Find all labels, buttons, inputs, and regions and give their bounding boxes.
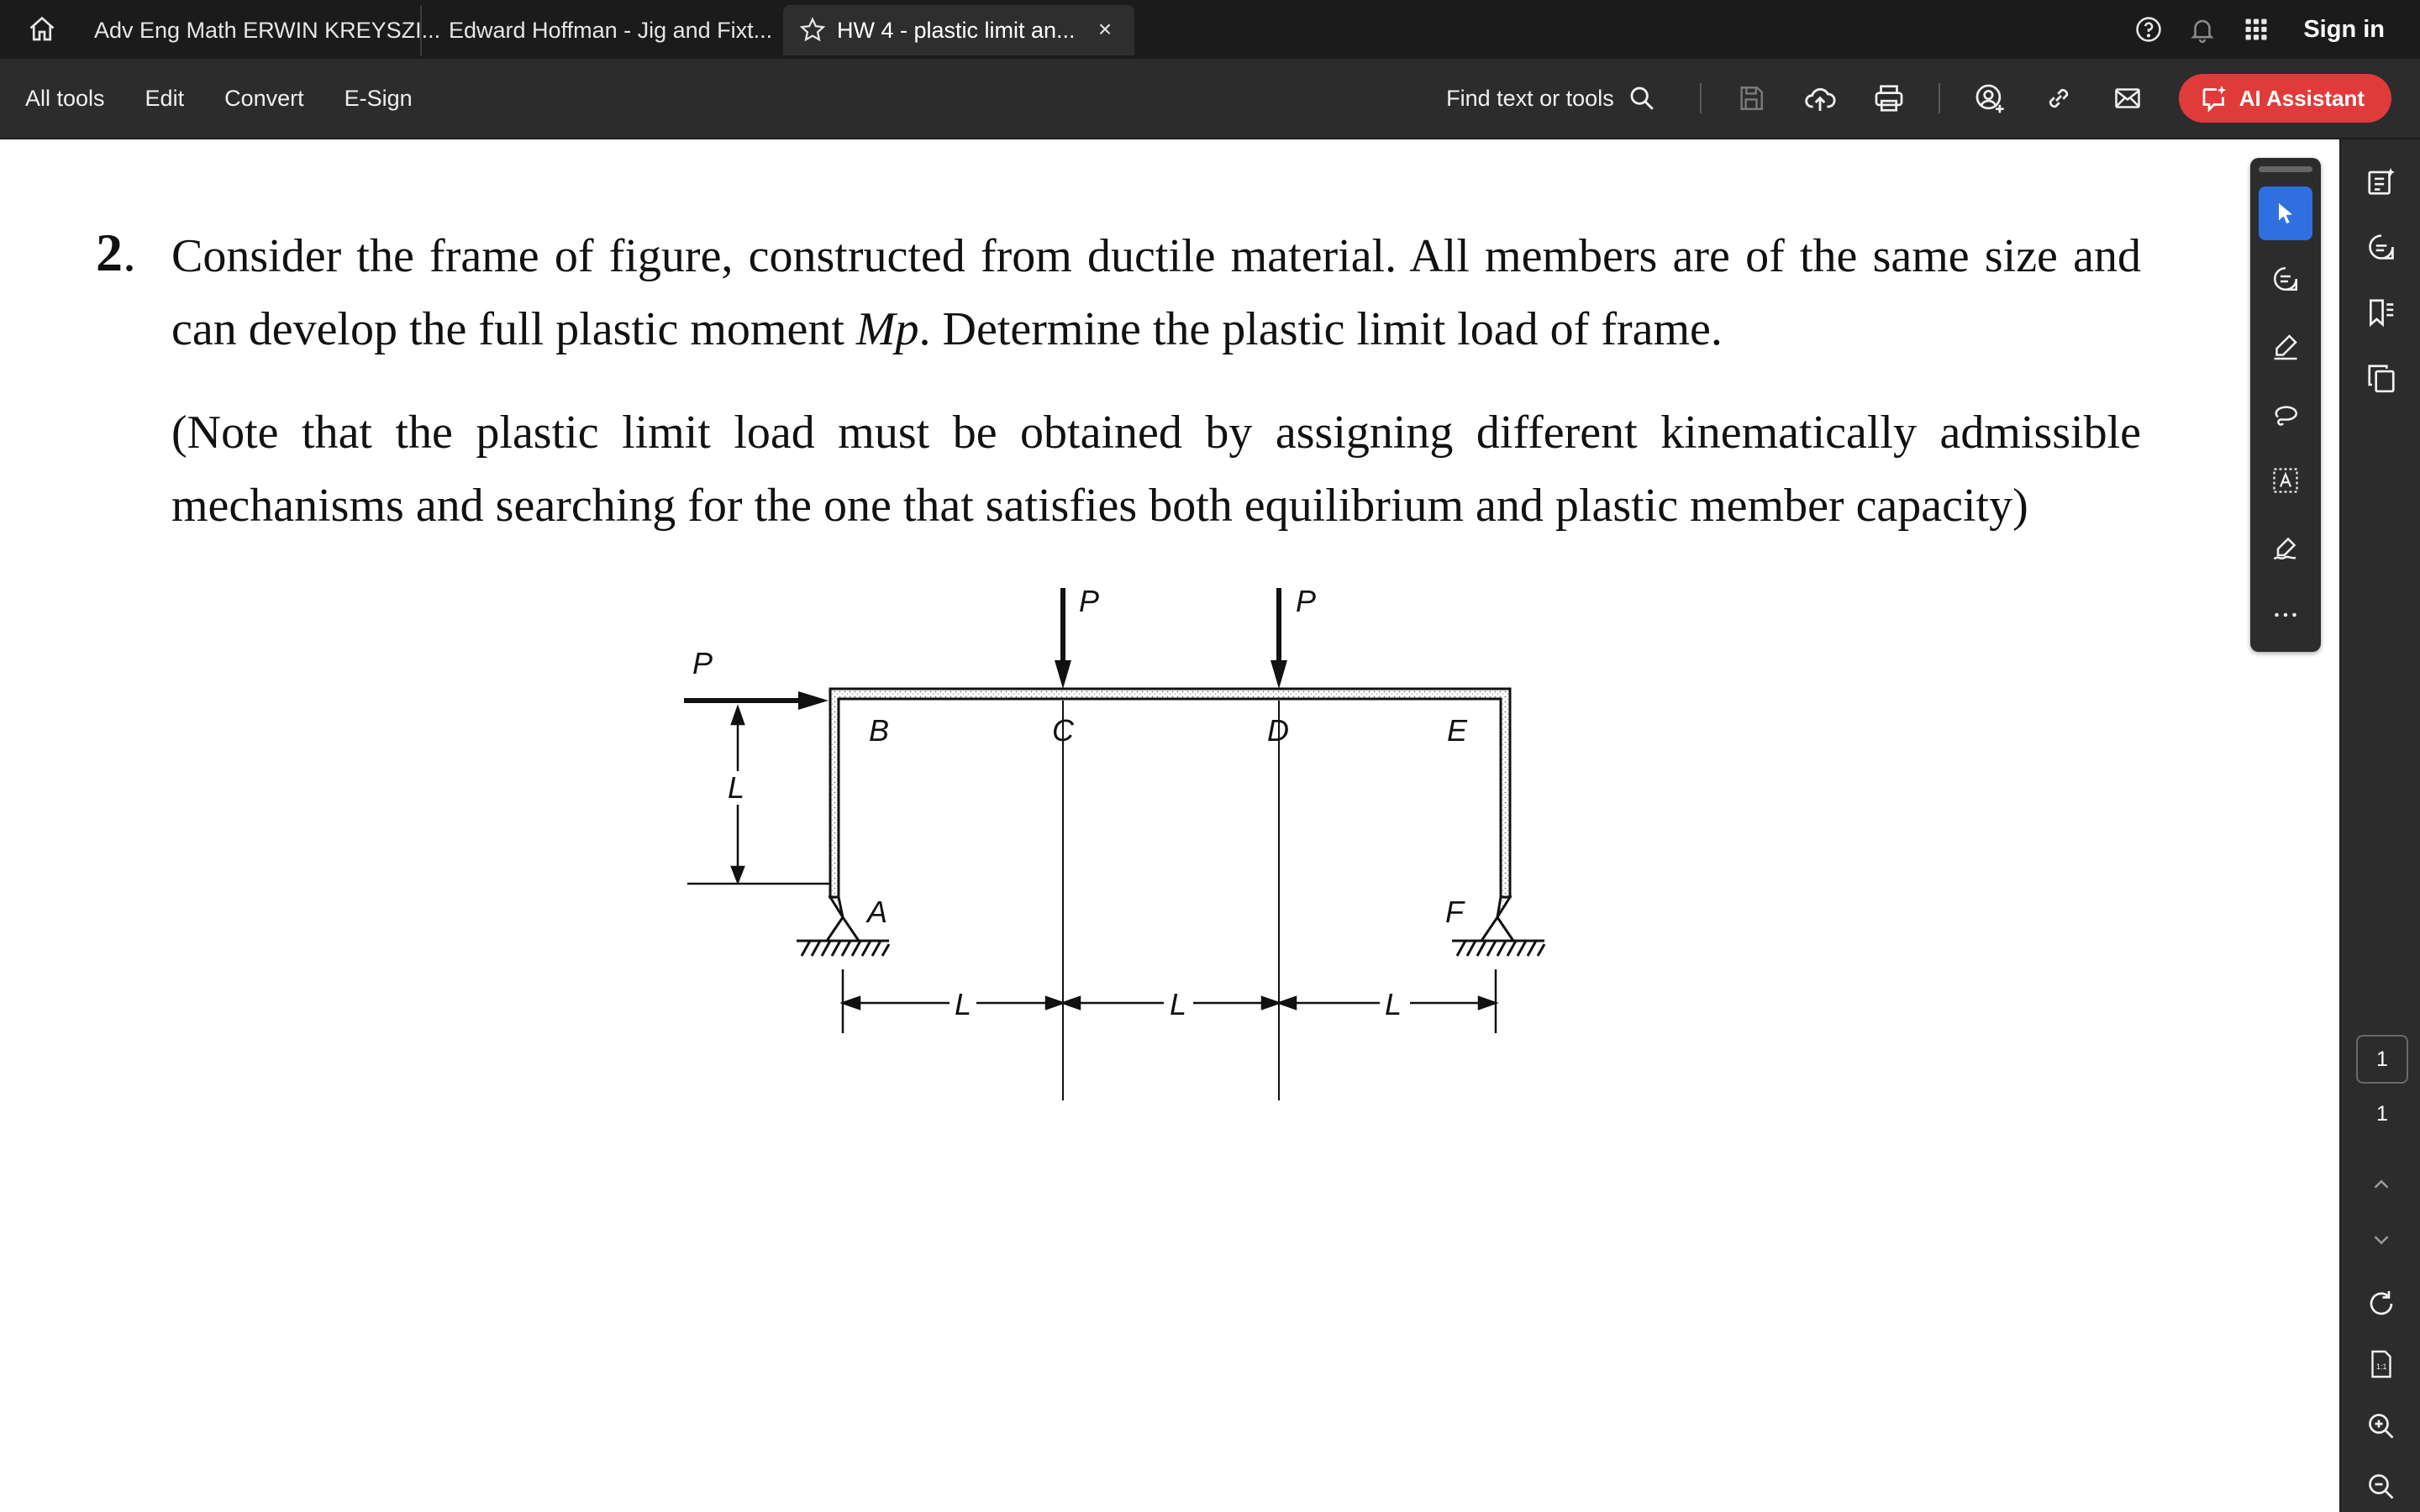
load-label-horizontal: P [692, 646, 713, 680]
find-text-or-tools[interactable] [1446, 84, 1656, 113]
copy-link-button[interactable] [2038, 77, 2080, 119]
save-icon [1737, 84, 1765, 113]
toolbar-divider [1939, 83, 1940, 113]
comment-tool-button[interactable] [2259, 252, 2312, 306]
zoom-out-button[interactable] [2360, 1465, 2403, 1509]
question-number-value: 2 [96, 223, 123, 282]
text-select-tool-button[interactable] [2259, 454, 2312, 507]
ai-assistant-button[interactable] [2179, 74, 2391, 123]
document-page[interactable] [0, 139, 2339, 1512]
tab-hw4-active[interactable] [783, 5, 1134, 55]
find-label: Find text or tools [1446, 85, 1614, 111]
refresh-icon [2366, 1289, 2396, 1319]
refresh-button[interactable] [2360, 1282, 2403, 1326]
tab-adv-eng-math[interactable] [69, 5, 441, 55]
question-text-part-1: Consider the frame of figure, constructed from ductile material. All members are of the same size and can develop the full plastic moment [171, 230, 2141, 355]
column-base-left [830, 897, 843, 917]
home-icon [27, 14, 57, 45]
pen-icon [2270, 331, 2301, 361]
mail-icon [2112, 83, 2143, 113]
load-arrow-horizontal [684, 691, 829, 710]
summary-icon [2365, 165, 2397, 197]
share-user-button[interactable] [1969, 77, 2011, 119]
svg-text:1:1: 1:1 [2376, 1362, 2387, 1371]
node-label-a: A [867, 895, 888, 929]
node-label-b: B [869, 713, 890, 748]
text-box-icon [2270, 465, 2301, 496]
question-note: (Note that the plastic limit load must be obtained by assigning different kinematically admissible mechanisms and searching for the one that satisfies both equilibrium and plastic member capacity) [171, 407, 2141, 532]
sign-in-button[interactable]: Sign in [2303, 15, 2385, 43]
fit-page-button[interactable] [2360, 1342, 2403, 1386]
main-toolbar [0, 59, 2420, 139]
link-icon [2044, 83, 2074, 113]
node-label-e: E [1447, 713, 1468, 748]
tab-label: Adv Eng Math ERWIN KREYSZI... [94, 17, 441, 43]
home-button[interactable] [18, 11, 66, 48]
select-tool-button[interactable] [2259, 186, 2312, 240]
apps-grid-icon [2244, 17, 2269, 42]
save-button[interactable] [1730, 77, 1772, 119]
page-total: 1 [2376, 1102, 2388, 1126]
pin-support-f [1452, 917, 1544, 956]
drag-handle[interactable] [2259, 166, 2312, 172]
question-text-part-2: . Determine the plastic limit load of frame. [918, 303, 1723, 355]
cursor-icon [2272, 200, 2299, 227]
help-button[interactable] [2130, 11, 2167, 48]
question-text [171, 220, 2141, 366]
star-icon[interactable] [798, 16, 827, 45]
previous-page-button[interactable] [2360, 1163, 2403, 1206]
height-dimension [687, 707, 830, 884]
print-icon [1873, 82, 1905, 114]
menu-bar [25, 59, 453, 138]
tab-jig-and-fixture[interactable] [424, 5, 776, 55]
next-page-button[interactable] [2360, 1218, 2403, 1262]
lasso-icon [2270, 398, 2301, 428]
comments-panel-button[interactable] [2360, 225, 2403, 269]
title-bar [0, 0, 2420, 59]
chevron-down-icon [2369, 1227, 2394, 1252]
comment-icon [2270, 264, 2301, 294]
generative-summary-button[interactable] [2360, 160, 2403, 203]
signature-pen-icon [2270, 533, 2301, 563]
column-base-right [1497, 897, 1510, 917]
load-arrow-c [1055, 588, 1071, 689]
more-icon [2270, 600, 2301, 630]
comments-icon [2365, 231, 2397, 263]
print-button[interactable] [1868, 77, 1910, 119]
bookmark-icon [2365, 297, 2397, 328]
load-label-d: P [1296, 584, 1317, 618]
frame-figure [672, 584, 1597, 1134]
bookmarks-panel-button[interactable] [2360, 291, 2403, 334]
zoom-out-icon [2366, 1472, 2396, 1502]
chevron-up-icon [2369, 1172, 2394, 1197]
menu-edit[interactable]: Edit [145, 85, 185, 111]
highlight-tool-button[interactable] [2259, 319, 2312, 373]
load-arrow-d [1270, 588, 1287, 689]
span-label-3: L [1385, 987, 1402, 1021]
node-label-c: C [1052, 713, 1074, 748]
load-label-c: P [1079, 584, 1100, 618]
node-label-f: F [1445, 895, 1464, 929]
zoom-in-button[interactable] [2360, 1404, 2403, 1448]
draw-tool-button[interactable] [2259, 386, 2312, 440]
annotation-toolbar [2250, 158, 2321, 652]
copy-pages-icon [2365, 362, 2397, 394]
plastic-moment-symbol: Mp [855, 303, 919, 355]
frame-member [830, 689, 1510, 899]
bell-icon [2188, 15, 2217, 44]
tab-label: HW 4 - plastic limit an... [837, 17, 1076, 43]
height-label: L [728, 770, 745, 805]
close-tab-icon[interactable]: × [1097, 16, 1113, 42]
span-label-1: L [955, 987, 972, 1021]
title-bar-actions [2130, 0, 2420, 59]
email-button[interactable] [2107, 77, 2149, 119]
span-label-2: L [1170, 987, 1187, 1021]
page-number-input[interactable]: 1 [2356, 1035, 2408, 1084]
pages-panel-button[interactable] [2360, 356, 2403, 400]
tab-label: Edward Hoffman - Jig and Fixt... [449, 17, 773, 43]
sign-tool-button[interactable] [2259, 521, 2312, 575]
search-icon [1628, 84, 1656, 113]
fit-page-icon [2366, 1349, 2396, 1379]
notifications-button[interactable] [2184, 11, 2221, 48]
cloud-upload-button[interactable] [1799, 77, 1841, 119]
menu-convert[interactable]: Convert [224, 85, 304, 111]
ai-assistant-icon [2199, 83, 2229, 113]
menu-all-tools[interactable]: All tools [25, 85, 105, 111]
cloud-upload-icon [1803, 81, 1837, 115]
question-number-suffix: . [123, 223, 136, 282]
toolbar-actions [1446, 59, 2420, 138]
more-tools-button[interactable] [2259, 588, 2312, 642]
toolbar-divider [1700, 83, 1702, 113]
add-person-icon [1974, 82, 2006, 114]
zoom-in-icon [2366, 1411, 2396, 1441]
node-label-d: D [1267, 713, 1289, 748]
right-rail [2339, 139, 2420, 1512]
apps-button[interactable] [2238, 11, 2275, 48]
question-number [96, 222, 136, 284]
menu-e-sign[interactable]: E-Sign [344, 85, 413, 111]
ai-assistant-label: AI Assistant [2238, 85, 2365, 111]
help-icon [2134, 15, 2163, 44]
